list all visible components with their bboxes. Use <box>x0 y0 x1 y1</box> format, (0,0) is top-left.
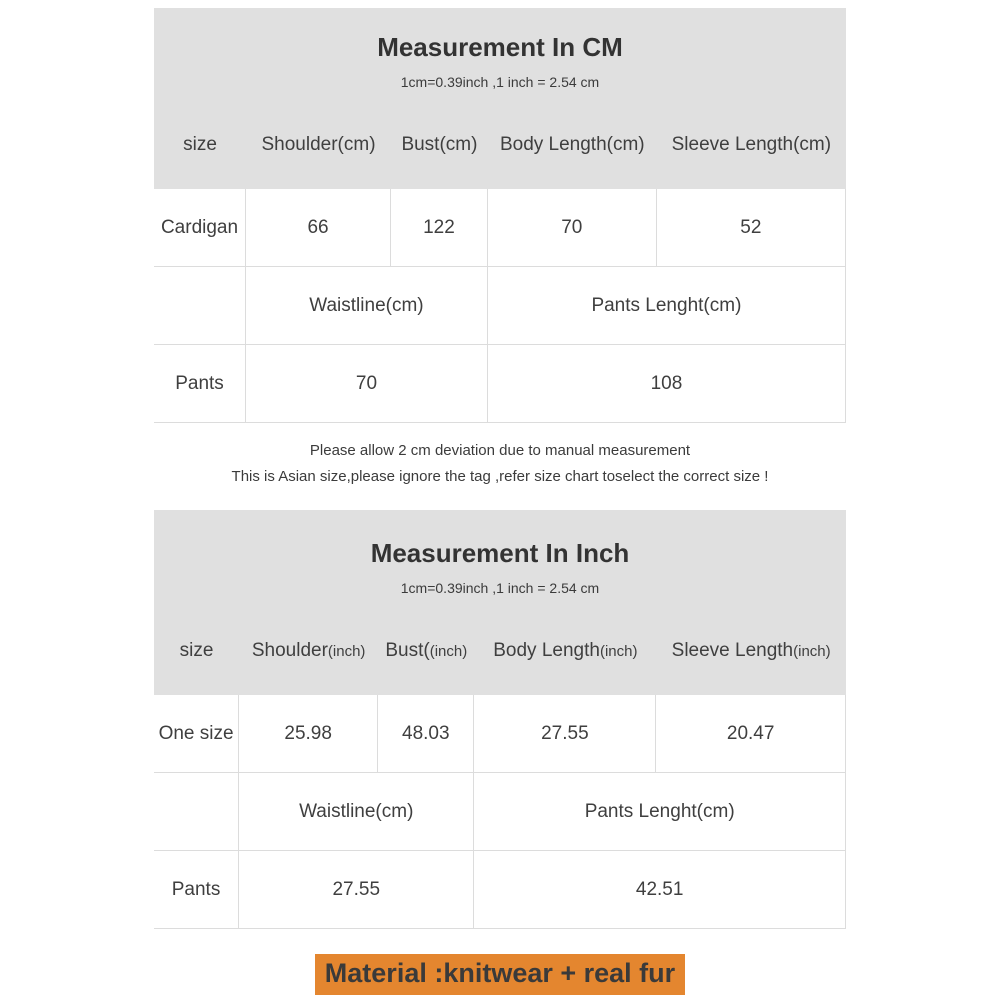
cm-header-shoulder: Shoulder(cm) <box>261 134 376 155</box>
inch-header-body-length: Body Length(inch) <box>493 640 638 661</box>
inch-table-header-panel <box>154 510 846 695</box>
inch-row-pants <box>154 851 846 929</box>
cm-row-cardigan <box>154 189 846 267</box>
cm-header-pants-length: Pants Lenght(cm) <box>488 267 846 345</box>
cm-header-sleeve-length: Sleeve Length(cm) <box>671 134 832 155</box>
cm-header-waistline: Waistline(cm) <box>246 267 488 345</box>
inch-conversion-note: 1cm=0.39inch ,1 inch = 2.54 cm <box>400 580 600 596</box>
inch-pants-length: 42.51 <box>474 851 846 929</box>
cm-cardigan-label: Cardigan <box>154 189 246 267</box>
cm-row-pants-header <box>154 267 846 345</box>
inch-onesize-label: One size <box>154 695 239 773</box>
size-chart-content <box>154 0 846 995</box>
cm-row-pants <box>154 345 846 423</box>
measurement-notes <box>154 423 846 510</box>
inch-header-pants-length: Pants Lenght(cm) <box>474 773 846 851</box>
cm-pants-label: Pants <box>154 345 246 423</box>
cm-conversion-note: 1cm=0.39inch ,1 inch = 2.54 cm <box>400 74 600 90</box>
cm-cardigan-shoulder: 66 <box>246 189 391 267</box>
inch-row-onesize <box>154 695 846 773</box>
cm-table-title: Measurement In CM <box>377 32 623 62</box>
cm-column-header-row <box>154 119 846 171</box>
cm-pants-length: 108 <box>488 345 846 423</box>
inch-header-sleeve-length: Sleeve Length(inch) <box>671 640 831 661</box>
deviation-note: Please allow 2 cm deviation due to manual measurement <box>309 442 691 459</box>
cm-pants-waistline: 70 <box>246 345 488 423</box>
inch-table-title: Measurement In Inch <box>370 538 630 568</box>
inch-onesize-bust: 48.03 <box>378 695 474 773</box>
asian-size-note: This is Asian size,please ignore the tag ,refer size chart toselect the correct size ! <box>231 468 769 485</box>
material-badge: Material :knitwear + real fur <box>315 954 685 995</box>
inch-header-bust: Bust((inch) <box>385 640 468 661</box>
inch-column-header-row <box>154 625 846 677</box>
inch-header-size: size <box>179 640 214 661</box>
cm-header-size: size <box>183 134 217 155</box>
cm-table-header-panel <box>154 8 846 189</box>
inch-header-waistline: Waistline(cm) <box>239 773 474 851</box>
material-section <box>154 954 846 995</box>
inch-pants-header-empty <box>154 773 239 851</box>
cm-header-body-length: Body Length(cm) <box>499 134 645 155</box>
cm-header-bust: Bust(cm) <box>401 134 478 155</box>
inch-pants-waistline: 27.55 <box>239 851 474 929</box>
inch-row-pants-header <box>154 773 846 851</box>
cm-cardigan-body-length: 70 <box>488 189 657 267</box>
cm-pants-header-empty <box>154 267 246 345</box>
cm-cardigan-bust: 122 <box>391 189 488 267</box>
inch-measurement-table <box>154 510 846 929</box>
inch-header-shoulder: Shoulder(inch) <box>251 640 366 661</box>
inch-onesize-body-length: 27.55 <box>474 695 656 773</box>
inch-onesize-shoulder: 25.98 <box>239 695 378 773</box>
cm-cardigan-sleeve-length: 52 <box>657 189 846 267</box>
inch-pants-label: Pants <box>154 851 239 929</box>
inch-onesize-sleeve-length: 20.47 <box>656 695 846 773</box>
cm-measurement-table <box>154 8 846 510</box>
